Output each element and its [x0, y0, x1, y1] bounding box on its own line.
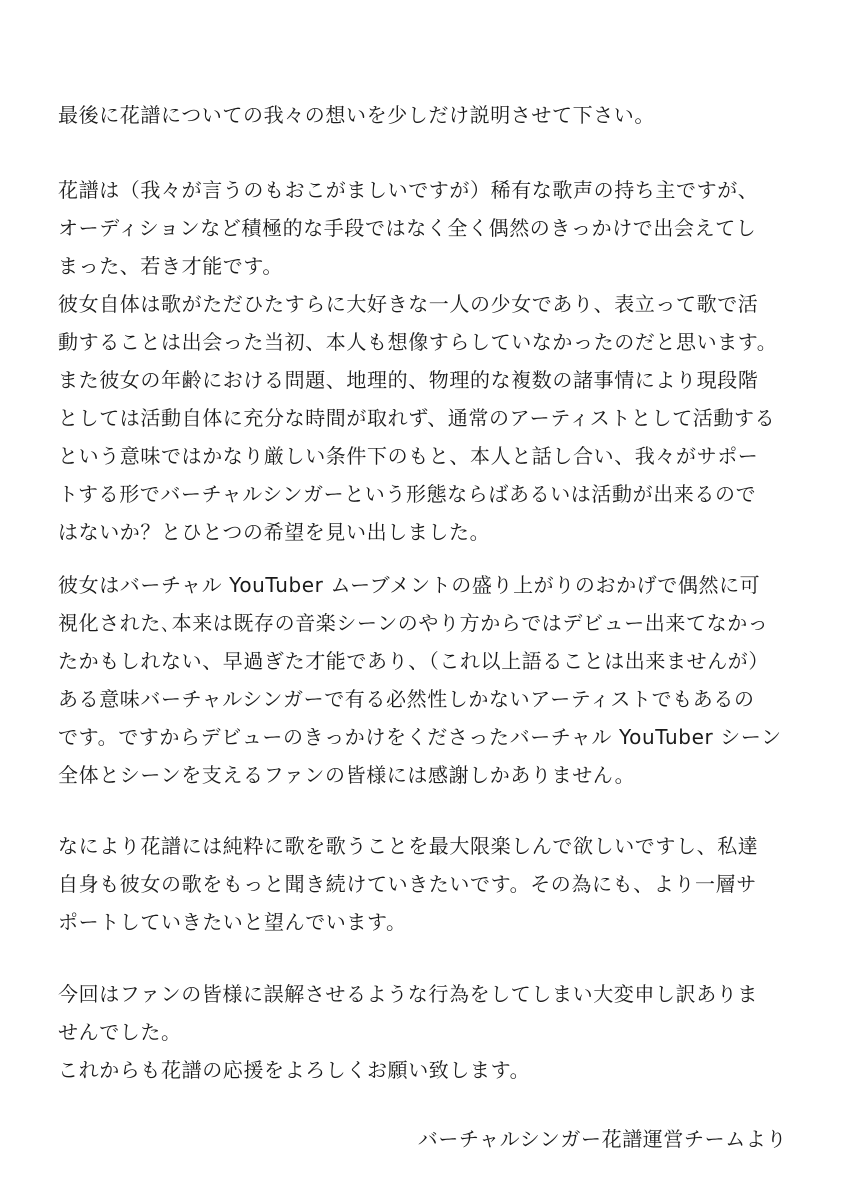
paragraph-line: 花譜は（我々が言うのもおこがましいですが）稀有な歌声の持ち主ですが、	[58, 178, 759, 202]
paragraph-line: です。ですからデビューのきっかけをくださったバーチャル YouTuber シーン	[58, 725, 782, 749]
paragraph-line: 今回はファンの皆様に誤解させるような行為をしてしまい大変申し訳ありま	[58, 982, 758, 1006]
paragraph-3	[58, 827, 798, 941]
paragraph-line: また彼女の年齢における問題、地理的、物理的な複数の諸事情により現段階	[58, 368, 759, 392]
paragraph-line: という意味ではかなり厳しい条件下のもと、本人と話し合い、我々がサポー	[58, 444, 759, 468]
paragraph-line: たかもしれない、早過ぎた才能であり、（これ以上語ることは出来ませんが）	[58, 649, 769, 673]
paragraph-line: ポートしていきたいと望んでいます。	[58, 910, 407, 934]
paragraph-line: オーディションなど積極的な手段ではなく全く偶然のきっかけで出会えてし	[58, 216, 757, 240]
paragraph-line: 動することは出会った当初、本人も想像すらしていなかったのだと思います。	[58, 330, 778, 354]
paragraph-line: 自身も彼女の歌をもっと聞き続けていきたいです。その為にも、より一層サ	[58, 872, 757, 896]
paragraph-2	[58, 566, 798, 794]
paragraph-line: 視化された､本来は既存の音楽シーンのやり方からではデビュー出来てなかっ	[58, 611, 769, 635]
paragraph-line: はないか？とひとつの希望を見い出しました。	[58, 520, 491, 544]
paragraph-line: 全体とシーンを支えるファンの皆様には感謝しかありません。	[58, 763, 636, 787]
paragraph-line: まった、若き才能です。	[58, 254, 283, 278]
signature: バーチャルシンガー花譜運営チームより	[417, 1127, 787, 1151]
paragraph-line: なにより花譜には純粋に歌を歌うことを最大限楽しんで欲しいですし、私達	[58, 834, 759, 858]
paragraph-line: としては活動自体に充分な時間が取れず、通常のアーティストとして活動する	[58, 406, 776, 430]
paragraph-line: トする形でバーチャルシンガーという形態ならばあるいは活動が出来るので	[58, 482, 757, 506]
intro-paragraph	[58, 96, 798, 134]
paragraph-line: せんでした。	[58, 1020, 182, 1044]
paragraph-line: これからも花譜の応援をよろしくお願い致します。	[58, 1058, 531, 1082]
paragraph-line: 彼女はバーチャル YouTuber ムーブメントの盛り上がりのおかげで偶然に可	[58, 573, 761, 597]
paragraph-line: 彼女自体は歌がただひたすらに大好きな一人の少女であり、表立って歌で活	[58, 292, 759, 316]
paragraph-1	[58, 171, 798, 551]
paragraph-line: ある意味バーチャルシンガーで有る必然性しかないアーティストでもあるの	[58, 687, 755, 711]
intro-line: 最後に花譜についての我々の想いを少しだけ説明させて下さい。	[58, 103, 655, 127]
paragraph-4	[58, 975, 798, 1089]
